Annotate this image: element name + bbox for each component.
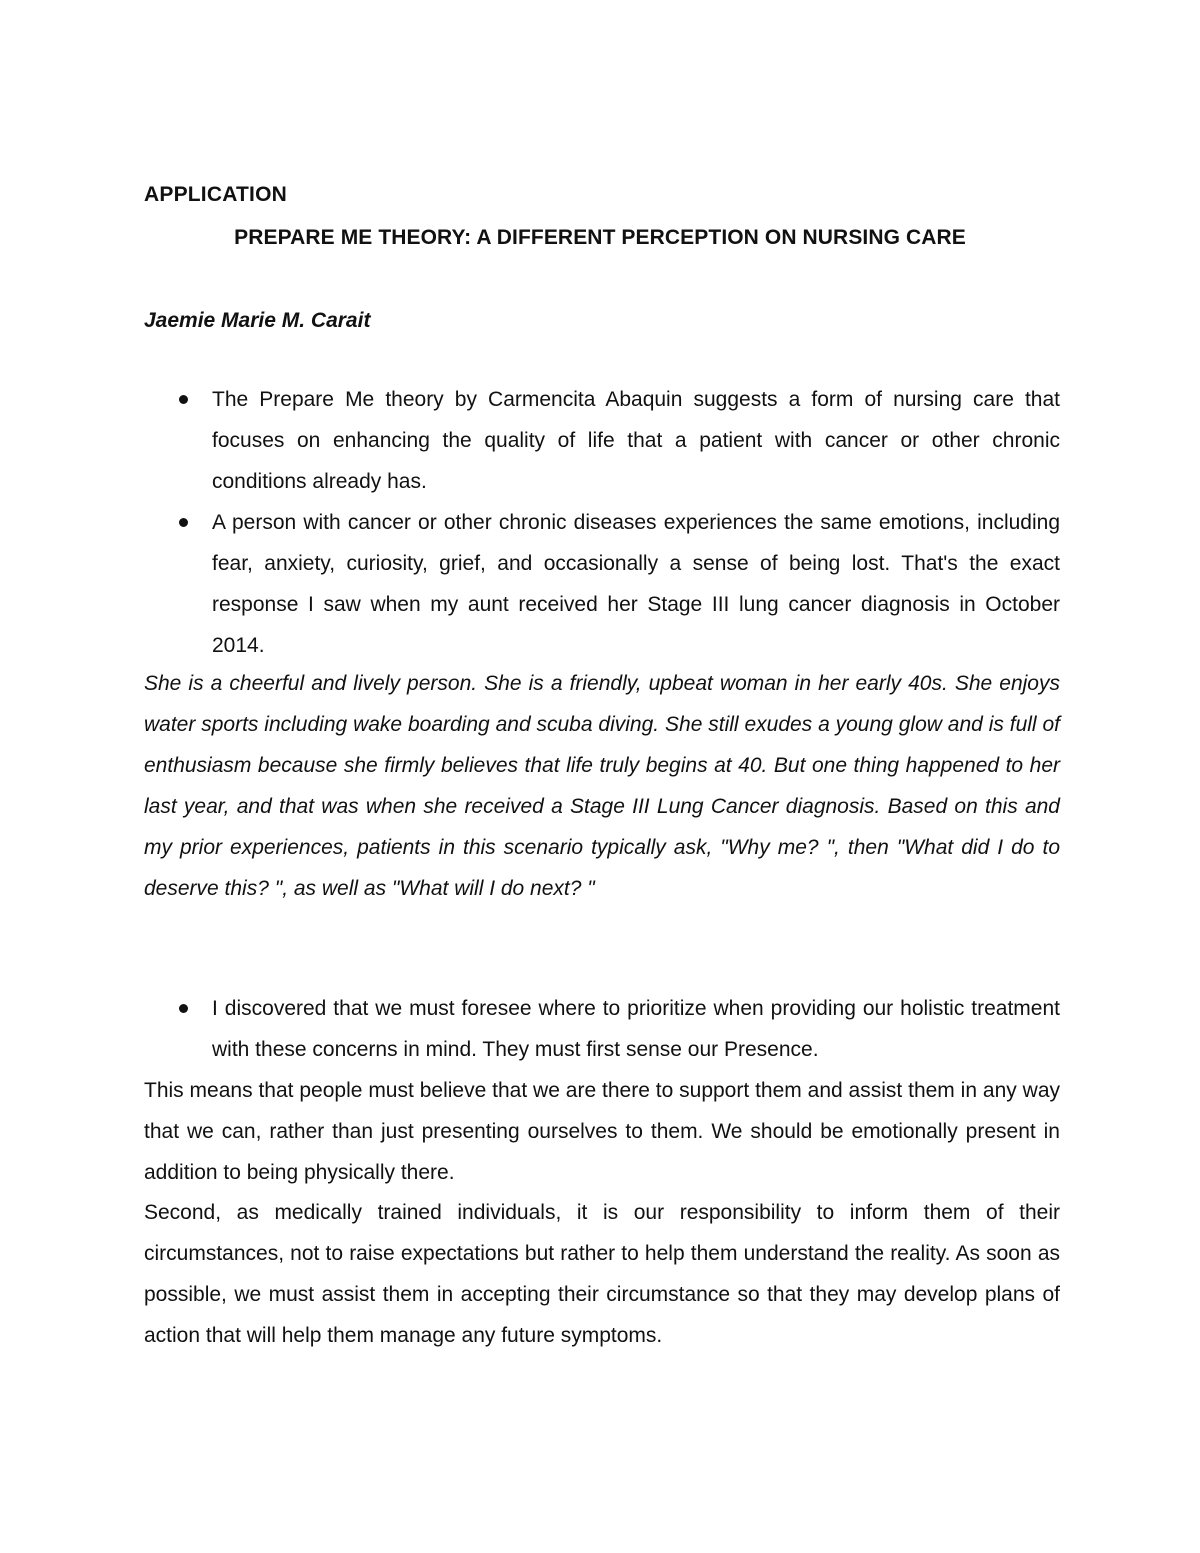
author-name: Jaemie Marie M. Carait (144, 309, 371, 332)
case-story-paragraph: She is a cheerful and lively person. She is a friendly, upbeat woman in her early 40s. She enjoys water sports including wake boarding and scuba diving. She still exudes a young glow and is full of enthusiasm because she firmly believes that life truly begins at 40. But one thing happened to her last year, and that was when she received a Stage III Lung Cancer diagnosis. Based on this and my prior experiences, patients in this scenario typically ask, "Why me? ", then "What did I do to deserve this? ", as well as "What will I do next? " (144, 672, 1060, 900)
second-paragraph: Second, as medically trained individuals, it is our responsibility to inform them of their circumstances, not to raise expectations but rather to help them understand the reality. As soon as possible, we must assist them in accepting their circumstance so that they may develop plans of action that will help them manage any future symptoms. (144, 1201, 1060, 1347)
bullet-icon (179, 395, 188, 404)
bullet-icon (179, 518, 188, 527)
bullet-text: The Prepare Me theory by Carmencita Abaquin suggests a form of nursing care that focuses on enhancing the quality of life that a patient with cancer or other chronic conditions already has. (212, 388, 1060, 493)
bullet-item (144, 502, 1060, 666)
section-label: APPLICATION (144, 183, 287, 206)
presence-paragraph: This means that people must believe that we are there to support them and assist them in any way that we can, rather than just presenting ourselves to them. We should be emotionally present in addition to being physically there. (144, 1079, 1060, 1184)
bullet-list-priorities (144, 988, 1060, 1070)
document-title: PREPARE ME THEORY: A DIFFERENT PERCEPTION ON NURSING CARE (234, 226, 966, 249)
bullet-icon (179, 1004, 188, 1013)
bullet-text: I discovered that we must foresee where to prioritize when providing our holistic treatment with these concerns in mind. They must first sense our Presence. (212, 997, 1060, 1061)
bullet-list-intro (144, 379, 1060, 666)
bullet-item (144, 988, 1060, 1070)
bullet-item (144, 379, 1060, 502)
bullet-text: A person with cancer or other chronic diseases experiences the same emotions, including fear, anxiety, curiosity, grief, and occasionally a sense of being lost. That's the exact response I saw when my aunt received her Stage III lung cancer diagnosis in October 2014. (212, 511, 1060, 657)
